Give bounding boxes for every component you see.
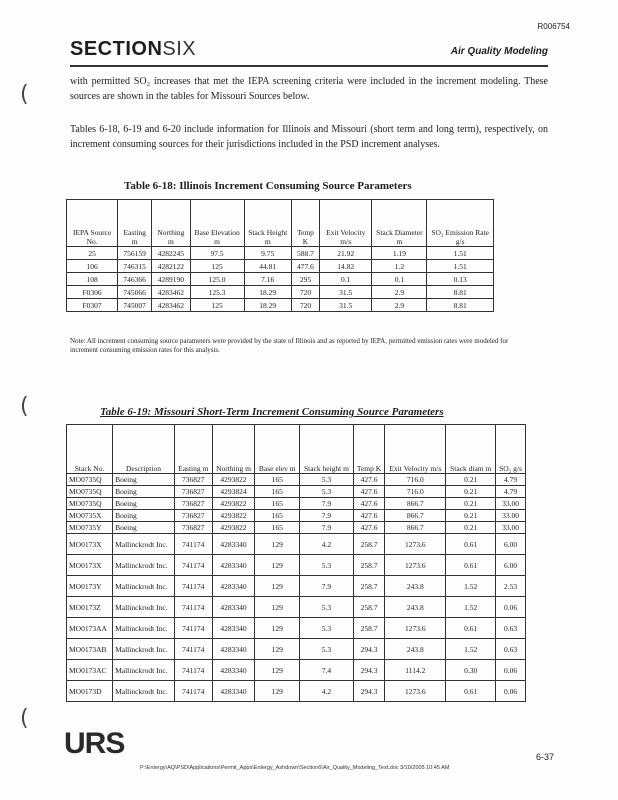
table-cell: 294.3 <box>353 639 384 660</box>
t2-header-cell: Exit Velocity m/s <box>385 425 446 474</box>
table-6-19 <box>66 424 526 702</box>
table-cell: Boeing <box>113 510 175 522</box>
table-cell: 165 <box>255 522 300 534</box>
table-cell: 4293822 <box>212 510 255 522</box>
table-cell: 1114.2 <box>385 660 446 681</box>
table-row <box>67 660 526 681</box>
table-cell: 4.2 <box>300 534 354 555</box>
table-cell: 736827 <box>174 474 212 486</box>
table-cell: 736827 <box>174 486 212 498</box>
table-6-18-caption: Table 6-18: Illinois Increment Consuming Source Parameters <box>124 180 412 192</box>
table-cell: 756159 <box>118 247 152 260</box>
table-cell: 866.7 <box>385 498 446 510</box>
table-cell: 4293822 <box>212 474 255 486</box>
table-cell: 0.21 <box>446 474 496 486</box>
table-cell: 7.16 <box>244 273 291 286</box>
table-cell: 0.61 <box>446 555 496 576</box>
table-cell: 7.9 <box>300 576 354 597</box>
table-cell: 0.30 <box>446 660 496 681</box>
header-rule <box>70 65 548 67</box>
table-cell: Boeing <box>113 486 175 498</box>
table-cell: 243.8 <box>385 597 446 618</box>
table-cell: 0.1 <box>319 273 372 286</box>
table-cell: 0.21 <box>446 498 496 510</box>
table-cell: 125 <box>190 260 244 273</box>
table-cell: 741174 <box>174 618 212 639</box>
table-cell: 25 <box>67 247 118 260</box>
table-cell: 588.7 <box>291 247 319 260</box>
table-row <box>67 498 526 510</box>
table-cell: 0.61 <box>446 681 496 702</box>
t2-header-cell: SO₂ g/s <box>496 425 526 474</box>
table-cell: 6.00 <box>496 534 526 555</box>
table-row <box>67 486 526 498</box>
section-title: Air Quality Modeling <box>450 46 548 57</box>
table-cell: 741174 <box>174 681 212 702</box>
margin-mark-3: ( <box>20 706 29 731</box>
table-cell: 294.3 <box>353 681 384 702</box>
urs-logo: URS <box>64 727 125 760</box>
table-cell: 4283340 <box>212 555 255 576</box>
table-cell: 4282122 <box>152 260 191 273</box>
table-row <box>67 618 526 639</box>
t1-header-cell: Stack Height m <box>244 200 291 247</box>
table-cell: 5.3 <box>300 555 354 576</box>
table-cell: 746315 <box>118 260 152 273</box>
t2-header-cell: Temp K <box>353 425 384 474</box>
table-cell: 129 <box>255 597 300 618</box>
table-cell: MO0173Y <box>67 576 113 597</box>
table-cell: 745066 <box>118 286 152 299</box>
table-cell: 477.6 <box>291 260 319 273</box>
page-number: 6-37 <box>535 752 554 762</box>
table-cell: 7.9 <box>300 522 354 534</box>
footer-path: P:\Entergy\AQ\PSD\Applications\Permit_Apps\Entergy_Ashdown\Section6\Air_Quality_Modeling_Text.doc 3/10/2005 10:45 AM <box>140 765 450 771</box>
table-cell: 716.0 <box>385 486 446 498</box>
table-cell: 427.6 <box>353 510 384 522</box>
table-cell: 4283462 <box>152 299 191 312</box>
table-row <box>67 474 526 486</box>
table-cell: 1.2 <box>372 260 427 273</box>
table-cell: MO0173D <box>67 681 113 702</box>
table-cell: Mallinckrodt Inc. <box>113 618 175 639</box>
table-cell: 736827 <box>174 510 212 522</box>
table-cell: 0.06 <box>496 660 526 681</box>
table-cell: 106 <box>67 260 118 273</box>
table-row <box>67 639 526 660</box>
table-cell: MO0735Q <box>67 486 113 498</box>
table-cell: 866.7 <box>385 522 446 534</box>
table-row <box>67 576 526 597</box>
margin-mark-2: ( <box>20 394 29 419</box>
table-cell: 125 <box>190 299 244 312</box>
table-cell: 31.5 <box>319 299 372 312</box>
table-cell: 7.9 <box>300 498 354 510</box>
t2-header-cell: Northing m <box>212 425 255 474</box>
table-row <box>67 597 526 618</box>
table-cell: 741174 <box>174 639 212 660</box>
t2-header-cell: Easting m <box>174 425 212 474</box>
table-cell: 0.21 <box>446 522 496 534</box>
table-cell: 258.7 <box>353 576 384 597</box>
table-cell: 258.7 <box>353 618 384 639</box>
table-cell: 129 <box>255 660 300 681</box>
table-cell: 741174 <box>174 597 212 618</box>
table-cell: 1.52 <box>446 576 496 597</box>
table-cell: 258.7 <box>353 597 384 618</box>
table-cell: 1273.6 <box>385 618 446 639</box>
table-cell: 4293822 <box>212 498 255 510</box>
t1-header-cell: Base Elevation m <box>190 200 244 247</box>
margin-mark-1: ( <box>20 82 29 107</box>
table-cell: 4293822 <box>212 522 255 534</box>
table-cell: Mallinckrodt Inc. <box>113 555 175 576</box>
table-cell: Mallinckrodt Inc. <box>113 660 175 681</box>
table-6-19-header-row <box>67 425 526 474</box>
t2-header-cell: Stack No. <box>67 425 113 474</box>
table-cell: 745007 <box>118 299 152 312</box>
t1-header-cell: Temp K <box>291 200 319 247</box>
table-cell: 4282245 <box>152 247 191 260</box>
table-row <box>67 534 526 555</box>
table-cell: 14.82 <box>319 260 372 273</box>
table-row <box>67 299 494 312</box>
table-cell: 741174 <box>174 660 212 681</box>
table-cell: 741174 <box>174 534 212 555</box>
table-cell: MO0173AA <box>67 618 113 639</box>
table-cell: 427.6 <box>353 486 384 498</box>
t1-header-cell: Easting m <box>118 200 152 247</box>
table-cell: 4283340 <box>212 660 255 681</box>
table-cell: 4293824 <box>212 486 255 498</box>
table-cell: 4283340 <box>212 534 255 555</box>
table-cell: 720 <box>291 299 319 312</box>
table-cell: 4.2 <box>300 681 354 702</box>
t1-header-cell: Exit Velocity m/s <box>319 200 372 247</box>
table-cell: 7.9 <box>300 510 354 522</box>
table-cell: 7.4 <box>300 660 354 681</box>
table-cell: 4283340 <box>212 681 255 702</box>
table-cell: 294.3 <box>353 660 384 681</box>
table-cell: 295 <box>291 273 319 286</box>
table-cell: Boeing <box>113 522 175 534</box>
table-cell: 1.19 <box>372 247 427 260</box>
table-cell: 258.7 <box>353 534 384 555</box>
table-cell: 1.52 <box>446 597 496 618</box>
table-cell: 5.3 <box>300 597 354 618</box>
table-cell: 5.3 <box>300 474 354 486</box>
table-cell: 243.8 <box>385 639 446 660</box>
table-cell: 4289190 <box>152 273 191 286</box>
table-cell: 0.06 <box>496 681 526 702</box>
paragraph-1: with permitted SO₂ increases that met the IEPA screening criteria were included in the increment modeling. These sources are shown in the tables for Missouri Sources below. <box>70 76 548 102</box>
table-cell: 5.3 <box>300 639 354 660</box>
table-cell: 125.3 <box>190 286 244 299</box>
table-cell: 18.29 <box>244 286 291 299</box>
table-cell: 6.00 <box>496 555 526 576</box>
table-cell: 427.6 <box>353 522 384 534</box>
table-cell: 8.81 <box>427 286 494 299</box>
table-cell: 0.63 <box>496 639 526 660</box>
t1-header-cell: IEPA Source No. <box>67 200 118 247</box>
table-cell: 736827 <box>174 522 212 534</box>
table-cell: 741174 <box>174 555 212 576</box>
t1-header-cell: Northing m <box>152 200 191 247</box>
table-cell: 165 <box>255 498 300 510</box>
table-cell: 427.6 <box>353 498 384 510</box>
table-cell: F0306 <box>67 286 118 299</box>
table-cell: 97.5 <box>190 247 244 260</box>
table-cell: 129 <box>255 618 300 639</box>
table-cell: MO0173AB <box>67 639 113 660</box>
table-cell: Mallinckrodt Inc. <box>113 576 175 597</box>
table-cell: 0.63 <box>496 618 526 639</box>
t2-header-cell: Stack diam m <box>446 425 496 474</box>
table-cell: 129 <box>255 681 300 702</box>
table-cell: 0.61 <box>446 618 496 639</box>
table-6-18-header-row <box>67 200 494 247</box>
table-cell: 165 <box>255 474 300 486</box>
table-row <box>67 247 494 260</box>
table-cell: MO0735X <box>67 510 113 522</box>
table-cell: 129 <box>255 576 300 597</box>
table-cell: 746366 <box>118 273 152 286</box>
table-cell: 2.9 <box>372 286 427 299</box>
table-cell: 33.00 <box>496 510 526 522</box>
table-cell: 108 <box>67 273 118 286</box>
table-6-18-body <box>67 247 494 312</box>
table-cell: F0307 <box>67 299 118 312</box>
table-cell: 4283340 <box>212 618 255 639</box>
table-cell: 9.75 <box>244 247 291 260</box>
table-cell: 2.9 <box>372 299 427 312</box>
section-label: SECTION <box>70 38 163 60</box>
table-cell: 0.06 <box>496 597 526 618</box>
table-cell: MO0735Y <box>67 522 113 534</box>
table-cell: 0.21 <box>446 510 496 522</box>
table-cell: 165 <box>255 510 300 522</box>
table-cell: MO0735Q <box>67 498 113 510</box>
table-cell: 5.3 <box>300 618 354 639</box>
table-row <box>67 681 526 702</box>
t1-header-cell: Stack Diameter m <box>372 200 427 247</box>
table-cell: Mallinckrodt Inc. <box>113 681 175 702</box>
table-cell: 33.00 <box>496 498 526 510</box>
table-cell: 4.79 <box>496 486 526 498</box>
t2-header-cell: Stack height m <box>300 425 354 474</box>
table-cell: 165 <box>255 486 300 498</box>
t2-header-cell: Description <box>113 425 175 474</box>
table-cell: Mallinckrodt Inc. <box>113 534 175 555</box>
table-cell: 1273.6 <box>385 681 446 702</box>
table-cell: 4283340 <box>212 597 255 618</box>
document-id: R006754 <box>537 22 570 31</box>
table-cell: 129 <box>255 555 300 576</box>
table-cell: 866.7 <box>385 510 446 522</box>
table-cell: MO0173X <box>67 534 113 555</box>
table-cell: 0.1 <box>372 273 427 286</box>
table-cell: 129 <box>255 639 300 660</box>
table-cell: 1.52 <box>446 639 496 660</box>
table-cell: 243.8 <box>385 576 446 597</box>
table-row <box>67 286 494 299</box>
table-cell: 736827 <box>174 498 212 510</box>
table-6-18-note: Note: All increment consuming source parameters were provided by the state of Illinois and as reported by IEPA, permitted emission rates were modeled for increment consuming emission rates for this analysis. <box>70 337 509 354</box>
table-cell: 716.0 <box>385 474 446 486</box>
table-cell: 427.6 <box>353 474 384 486</box>
table-cell: 4.79 <box>496 474 526 486</box>
table-row <box>67 555 526 576</box>
table-cell: Mallinckrodt Inc. <box>113 639 175 660</box>
table-cell: MO0735Q <box>67 474 113 486</box>
table-cell: 1273.6 <box>385 534 446 555</box>
table-cell: 125.0 <box>190 273 244 286</box>
section-number: SIX <box>162 38 197 60</box>
table-cell: 5.3 <box>300 486 354 498</box>
table-row <box>67 273 494 286</box>
table-6-19-body <box>67 474 526 702</box>
table-cell: 4283340 <box>212 639 255 660</box>
table-cell: 1.51 <box>427 247 494 260</box>
table-cell: 2.53 <box>496 576 526 597</box>
table-cell: 258.7 <box>353 555 384 576</box>
paragraph-2: Tables 6-18, 6-19 and 6-20 include information for Illinois and Missouri (short term and long term), respectively, on increment consuming sources for their jurisdictions included in the PSD increment analyses. <box>70 124 548 150</box>
table-cell: MO0173Z <box>67 597 113 618</box>
table-row <box>67 522 526 534</box>
table-cell: 4283340 <box>212 576 255 597</box>
section-header <box>70 38 196 61</box>
table-cell: 741174 <box>174 576 212 597</box>
table-cell: Mallinckrodt Inc. <box>113 597 175 618</box>
table-6-18 <box>66 199 494 312</box>
table-cell: Boeing <box>113 474 175 486</box>
table-cell: Boeing <box>113 498 175 510</box>
table-cell: 44.81 <box>244 260 291 273</box>
table-cell: 0.21 <box>446 486 496 498</box>
table-cell: 720 <box>291 286 319 299</box>
table-cell: 1273.6 <box>385 555 446 576</box>
table-cell: 31.5 <box>319 286 372 299</box>
table-cell: 0.13 <box>427 273 494 286</box>
table-cell: 18.29 <box>244 299 291 312</box>
table-cell: 4283462 <box>152 286 191 299</box>
t1-header-cell: SO₂ Emission Rate g/s <box>427 200 494 247</box>
table-cell: MO0173AC <box>67 660 113 681</box>
table-row <box>67 510 526 522</box>
table-cell: 33.00 <box>496 522 526 534</box>
t2-header-cell: Base elev m <box>255 425 300 474</box>
table-row <box>67 260 494 273</box>
table-cell: 0.61 <box>446 534 496 555</box>
table-cell: MO0173X <box>67 555 113 576</box>
table-cell: 8.81 <box>427 299 494 312</box>
table-cell: 21.92 <box>319 247 372 260</box>
table-6-19-caption: Table 6-19: Missouri Short-Term Increment Consuming Source Parameters <box>100 406 444 418</box>
table-cell: 129 <box>255 534 300 555</box>
table-cell: 1.51 <box>427 260 494 273</box>
